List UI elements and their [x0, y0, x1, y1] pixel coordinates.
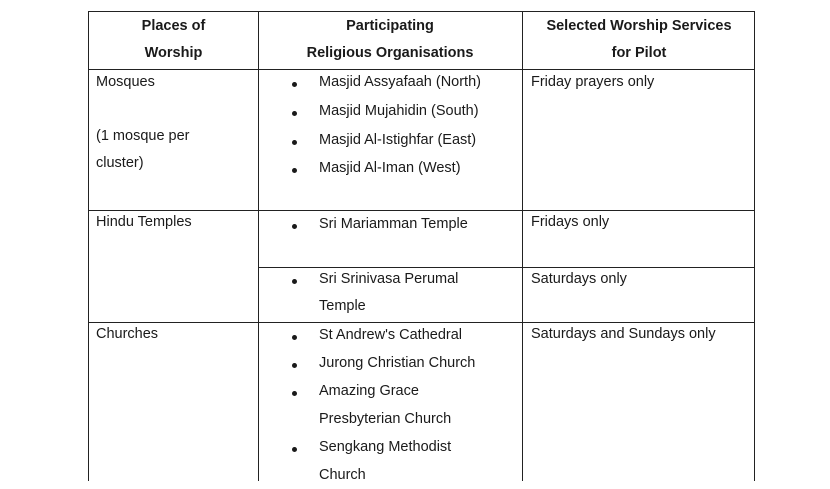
- column-divider-1: [258, 12, 259, 481]
- header-organisations: Religious Organisations: [306, 45, 474, 61]
- org-item: St Andrew's Cathedral: [319, 327, 463, 343]
- header-places: Worship: [144, 45, 203, 61]
- mosques-note: cluster): [96, 155, 144, 171]
- service-churches: Saturdays and Sundays only: [531, 326, 716, 342]
- org-item: Presbyterian Church: [319, 411, 452, 427]
- worship-table: [88, 11, 755, 481]
- service-hindu-2: Saturdays only: [531, 271, 627, 287]
- org-item: Amazing Grace: [319, 383, 419, 399]
- bullet-icon: [292, 391, 297, 396]
- header-services: for Pilot: [611, 45, 667, 61]
- header-places: Places of: [141, 18, 206, 34]
- org-item: Church: [319, 467, 366, 483]
- bullet-icon: [292, 140, 297, 145]
- bullet-icon: [292, 168, 297, 173]
- place-churches: Churches: [96, 326, 159, 342]
- org-item: Masjid Al-Istighfar (East): [319, 132, 477, 148]
- service-hindu-1: Fridays only: [531, 214, 610, 230]
- bullet-icon: [292, 111, 297, 116]
- org-item: Masjid Mujahidin (South): [319, 103, 479, 119]
- org-item: Masjid Assyafaah (North): [319, 74, 481, 90]
- bullet-icon: [292, 335, 297, 340]
- org-item: Jurong Christian Church: [319, 355, 476, 371]
- column-divider-2: [522, 12, 523, 481]
- service-mosques: Friday prayers only: [531, 74, 655, 90]
- org-item: Masjid Al-Iman (West): [319, 160, 461, 176]
- bullet-icon: [292, 224, 297, 229]
- place-mosques: Mosques: [96, 74, 155, 90]
- bullet-icon: [292, 447, 297, 452]
- mosques-note: (1 mosque per: [96, 128, 190, 144]
- org-item: Sri Srinivasa Perumal: [319, 271, 459, 287]
- bullet-icon: [292, 279, 297, 284]
- org-item: Sri Mariamman Temple: [319, 216, 468, 232]
- org-item: Temple: [319, 298, 366, 314]
- place-hindu-temples: Hindu Temples: [96, 214, 192, 230]
- header-organisations: Participating: [346, 18, 434, 34]
- bullet-icon: [292, 363, 297, 368]
- org-item: Sengkang Methodist: [319, 439, 452, 455]
- header-services: Selected Worship Services: [546, 18, 732, 34]
- bullet-icon: [292, 82, 297, 87]
